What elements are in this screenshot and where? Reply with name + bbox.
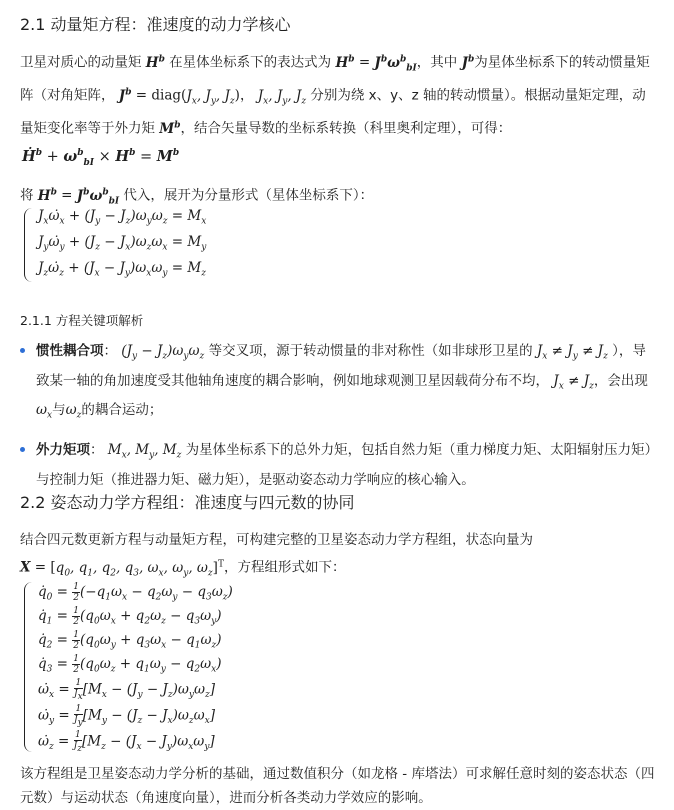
euler-eq-y: $J_y\omegȧ_y + (J_z - J_x)\omega_z\omega_x = M_y$ <box>38 234 207 253</box>
quat-eq-0: $q̇_0$ = $\frac{1}{2}$ $(-q_1\omega_x - q_2\omega_y - q_3\omega_z)$ <box>38 582 233 603</box>
subsection-2-1-1-title: 2.1.1 方程关键项解析 <box>20 313 144 328</box>
quat-eq-2: $q̇_2$ = $\frac{1}{2}$ $(q_0\omega_y + q_3\omega_x - q_1\omega_z)$ <box>38 630 222 651</box>
bullet-icon <box>20 447 25 452</box>
list-item: 外力矩项： $M_x$, $M_y$, $M_z$ 为星体坐标系下的总外力矩，包括自然力矩（重力梯度力矩、太阳辐射压力矩）与控制力矩（推进器力矩、磁力矩），是驱动姿态动力学响应的核心输入。 <box>20 438 658 492</box>
substitute-sentence: 将 $H^b = J^b\omega^b_{bI}$ 代入，展开为分量形式（星体坐标系下）： <box>20 187 374 207</box>
momentum-equation: Ḣ$^b$ + $\omega^b_{bI} \times H^b = M^b$ <box>22 148 180 168</box>
section-2-2-title: 2.2 姿态动力学方程组：准速度与四元数的协同 <box>20 493 355 512</box>
section-2-1-title: 2.1 动量矩方程：准速度的动力学核心 <box>20 15 291 34</box>
left-brace-icon <box>24 582 33 752</box>
quat-eq-3: $q̇_3$ = $\frac{1}{2}$ $(q_0\omega_z + q_1\omega_y - q_2\omega_x)$ <box>38 654 222 675</box>
section-2-1-paragraph: 卫星对质心的动量矩 $H^b$ 在星体坐标系下的表达式为 $H^b = J^b\omega^b_{bI}$，其中 $J^b$为星体坐标系下的转动惯量矩阵（对角矩阵， $J^b$ = $diag(J_x$, $J_y$, $J_z$)， $J_x$, $J_y$, $J_z$ 分别为绕 x、y、z 轴的转动惯量）。根据动量矩定理，动量矩变化率等于外力矩 $M^b$，结合矢量导数的坐标系转换（科里奥利定理），可得： <box>20 54 650 137</box>
euler-equation-system <box>24 208 324 284</box>
bullet-icon <box>20 348 25 353</box>
section-2-2-conclusion: 该方程组是卫星姿态动力学分析的基础，通过数值积分（如龙格 - 库塔法）可求解任意时刻的姿态状态（四元数）与运动状态（角速度向量），进而分析各类动力学效应的影响。 <box>20 766 655 806</box>
omega-eq-x: $\omegȧ_x$ = $\frac{1}{J_x}$ $[M_x - (J_y - J_z)\omega_y\omega_z]$ <box>38 678 216 702</box>
key-terms-list <box>20 339 658 492</box>
attitude-equation-system <box>24 582 344 754</box>
quat-eq-1: $q̇_1$ = $\frac{1}{2}$ $(q_0\omega_x + q_2\omega_z - q_3\omega_y)$ <box>38 606 222 627</box>
euler-eq-z: $J_z\omegȧ_z + (J_x - J_y)\omega_x\omega_y = M_z$ <box>38 260 206 279</box>
left-brace-icon <box>24 208 33 282</box>
omega-eq-z: $\omegȧ_z$ = $\frac{1}{J_z}$ $[M_z - (J_x - J_y)\omega_x\omega_y]$ <box>38 730 215 754</box>
omega-eq-y: $\omegȧ_y$ = $\frac{1}{J_y}$ $[M_y - (J_z - J_x)\omega_z\omega_x]$ <box>38 704 216 728</box>
term-label: 惯性耦合项 <box>36 343 104 359</box>
list-item: 惯性耦合项： $(J_y - J_z)\omega_y\omega_z$ 等交叉项，源于转动惯量的非对称性（如非球形卫星的 $J_x \ne J_y \ne J_z$ ），导致某一轴的角加速度受其他轴角速度的耦合影响，例如地球观测卫星因载荷分布不均， $J_x \ne J_z$，会出现 $\omega_x$与$\omega_z$的耦合运动； <box>20 339 658 428</box>
section-2-2-paragraph: 结合四元数更新方程与动量矩方程，可构建完整的卫星姿态动力学方程组，状态向量为 $X = [q_0$, $q_1$, $q_2$, $q_3$, $\omega_x$, $\omega_y$, $\omega_z]^T$，方程组形式如下： <box>20 532 533 579</box>
term-label: 外力矩项 <box>36 442 90 459</box>
euler-eq-x: $J_x\omegȧ_x + (J_y - J_z)\omega_y\omega_z = M_x$ <box>38 208 207 227</box>
